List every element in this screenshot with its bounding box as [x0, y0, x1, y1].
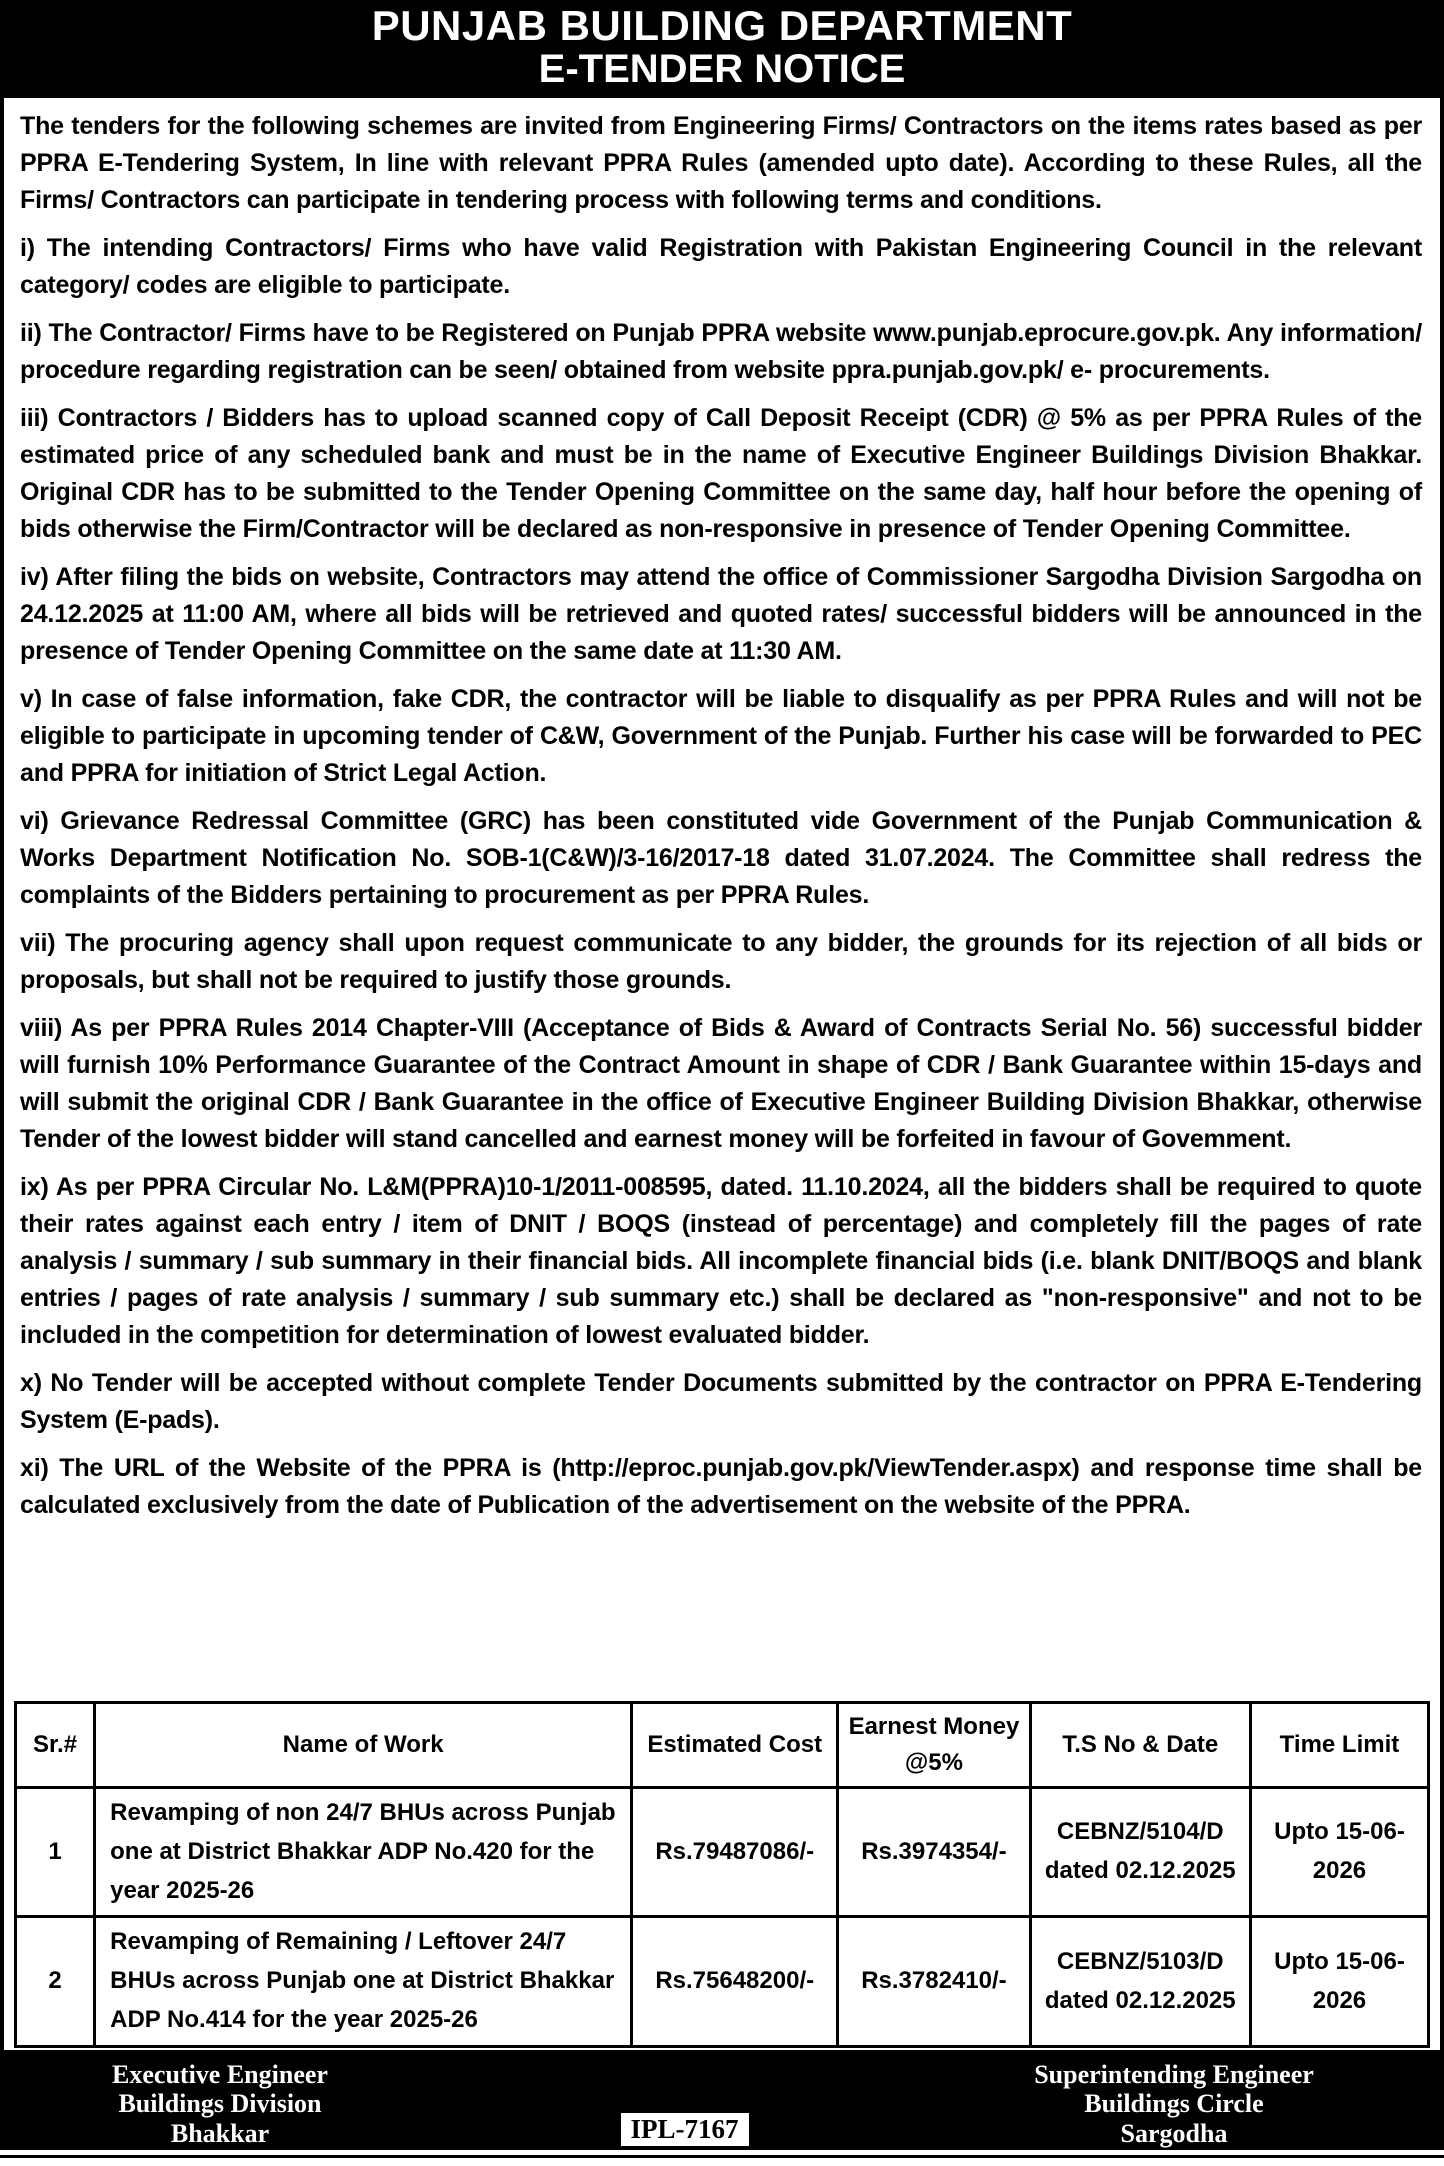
bottom-rule	[0, 2155, 1444, 2158]
terms-and-conditions	[4, 98, 1440, 1701]
header-estimated-cost: Estimated Cost	[632, 1702, 838, 1787]
footer-left-line2: Buildings Division	[118, 2089, 322, 2119]
notice-body	[0, 98, 1444, 2054]
term-vi: vi) Grievance Redressal Committee (GRC) has been constituted vide Government of the Punjab Communication & Works Department Notification No. SOB-1(C&W)/3-16/2017-18 dated 31.07.2024. The Committee shall redress the complaints of the Bidders pertaining to procurement as per PPRA Rules.	[20, 806, 1422, 909]
signature-footer	[0, 2054, 1444, 2150]
term-xi: xi) The URL of the Website of the PPRA is (http://eproc.punjab.gov.pk/ViewTender.aspx) and response time shall be calculated exclusively from the date of Publication of the advertisement on the website of the PPRA.	[20, 1453, 1422, 1519]
ipl-badge: IPL-7167	[621, 2113, 749, 2146]
header-ts-no-date: T.S No & Date	[1030, 1702, 1250, 1787]
term-v: v) In case of false information, fake CDR, the contractor will be liable to disqualify as per PPRA Rules and will not be eligible to participate in upcoming tender of C&W, Government of the Punjab. Further his case will be forwarded to PEC and PPRA for initiation of Strict Legal Action.	[20, 684, 1422, 787]
header-time-limit: Time Limit	[1250, 1702, 1428, 1787]
intro-paragraph: The tenders for the following schemes are invited from Engineering Firms/ Contractors on the items rates based as per PPRA E-Tendering System, In line with relevant PPRA Rules (amended upto date). According to these Rules, all the Firms/ Contractors can participate in tendering process with following terms and conditions.	[20, 111, 1422, 214]
footer-right-line3: Sargodha	[1120, 2118, 1228, 2148]
header-name-of-work: Name of Work	[95, 1702, 632, 1787]
ipl-number-block	[621, 2113, 749, 2146]
term-vii: vii) The procuring agency shall upon request communicate to any bidder, the grounds for its rejection of all bids or proposals, but shall not be required to justify those grounds.	[20, 928, 1422, 994]
term-iii: iii) Contractors / Bidders has to upload scanned copy of Call Deposit Receipt (CDR) @ 5% as per PPRA Rules of the estimated price of any scheduled bank and must be in the name of Executive Engineer Buildings Division Bhakkar. Original CDR has to be submitted to the Tender Opening Committee on the same day, half hour before the opening of bids otherwise the Firm/Contractor will be declared as non-responsive in presence of Tender Opening Committee.	[20, 403, 1422, 543]
executive-engineer-block	[55, 2060, 385, 2146]
schemes-table	[14, 1701, 1430, 2048]
cell-sr: 2	[16, 1917, 95, 2047]
cell-estimated-cost: Rs.79487086/-	[632, 1787, 838, 1917]
table-row	[16, 1917, 1429, 2047]
cell-name-of-work: Revamping of non 24/7 BHUs across Punjab one at District Bhakkar ADP No.420 for the year 2025-26	[95, 1787, 632, 1917]
cell-time-limit: Upto 15-06-2026	[1250, 1787, 1428, 1917]
bottom-strip	[0, 2150, 1444, 2166]
footer-right-line2: Buildings Circle	[1084, 2089, 1264, 2119]
term-i: i) The intending Contractors/ Firms who have valid Registration with Pakistan Engineering Council in the relevant category/ codes are eligible to participate.	[20, 233, 1422, 299]
term-ii: ii) The Contractor/ Firms have to be Registered on Punjab PPRA website www.punjab.eprocure.gov.pk. Any information/ procedure regarding registration can be seen/ obtained from website ppra.punjab.gov.pk/ e- procurements.	[20, 318, 1422, 384]
header-earnest-money: Earnest Money @5%	[838, 1702, 1030, 1787]
footer-right-line1: Superintending Engineer	[1034, 2060, 1314, 2089]
cell-name-of-work: Revamping of Remaining / Leftover 24/7 BHUs across Punjab one at District Bhakkar ADP No.414 for the year 2025-26	[95, 1917, 632, 2047]
term-viii: viii) As per PPRA Rules 2014 Chapter-VIII (Acceptance of Bids & Award of Contracts Serial No. 56) successful bidder will furnish 10% Performance Guarantee of the Contract Amount in shape of CDR / Bank Guarantee within 15-days and will submit the original CDR / Bank Guarantee in the office of Executive Engineer Building Division Bhakkar, otherwise Tender of the lowest bidder will stand cancelled and earnest money will be forfeited in favour of Govemment.	[20, 1013, 1422, 1153]
footer-left-line1: Executive Engineer	[112, 2060, 328, 2089]
notice-header	[0, 0, 1444, 98]
cell-estimated-cost: Rs.75648200/-	[632, 1917, 838, 2047]
table-header-row	[16, 1702, 1429, 1787]
header-sr: Sr.#	[16, 1702, 95, 1787]
cell-earnest-money: Rs.3782410/-	[838, 1917, 1030, 2047]
term-iv: iv) After filing the bids on website, Contractors may attend the office of Commissioner Sargodha Division Sargodha on 24.12.2025 at 11:00 AM, where all bids will be retrieved and quoted rates/ successful bidders will be announced in the presence of Tender Opening Committee on the same date at 11:30 AM.	[20, 562, 1422, 665]
cell-sr: 1	[16, 1787, 95, 1917]
cell-ts-no-date: CEBNZ/5103/D dated 02.12.2025	[1030, 1917, 1250, 2047]
notice-title: E-TENDER NOTICE	[538, 46, 906, 91]
term-ix: ix) As per PPRA Circular No. L&M(PPRA)10-1/2011-008595, dated. 11.10.2024, all the bidders shall be required to quote their rates against each entry / item of DNIT / BOQS (instead of percentage) and completely fill the pages of rate analysis / summary / sub summary in their financial bids. All incomplete financial bids (i.e. blank DNIT/BOQS and blank entries / pages of rate analysis / summary / sub summary etc.) shall be declared as "non-responsive" and not to be included in the competition for determination of lowest evaluated bidder.	[20, 1172, 1422, 1349]
cell-earnest-money: Rs.3974354/-	[838, 1787, 1030, 1917]
footer-left-line3: Bhakkar	[170, 2118, 270, 2148]
department-title: PUNJAB BUILDING DEPARTMENT	[371, 2, 1073, 49]
superintending-engineer-block	[984, 2060, 1364, 2146]
cell-ts-no-date: CEBNZ/5104/D dated 02.12.2025	[1030, 1787, 1250, 1917]
table-row	[16, 1787, 1429, 1917]
cell-time-limit: Upto 15-06-2026	[1250, 1917, 1428, 2047]
term-x: x) No Tender will be accepted without complete Tender Documents submitted by the contractor on PPRA E-Tendering System (E-pads).	[20, 1368, 1422, 1434]
